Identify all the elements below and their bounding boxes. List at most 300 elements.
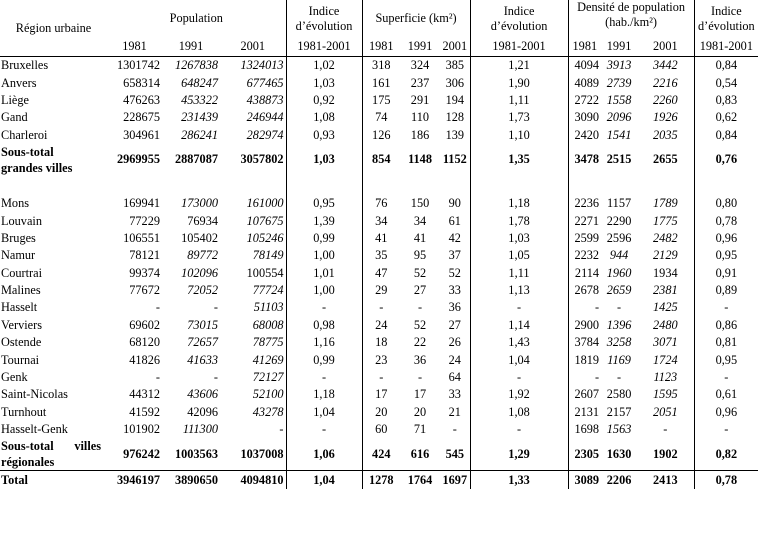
cell-d91: 3258 xyxy=(606,335,632,350)
cell-d91: 2739 xyxy=(606,75,632,90)
region-name: Malines xyxy=(1,283,41,298)
empty-cell xyxy=(694,176,758,195)
empty-cell xyxy=(400,176,440,195)
cell-p81: 68120 xyxy=(129,335,160,350)
cell-d01: 1724 xyxy=(653,352,678,367)
cell-is: 1,35 xyxy=(470,144,568,176)
year-header: 1991 xyxy=(162,37,220,57)
cell-p91: 1003563 xyxy=(174,446,218,461)
cell-p91: 89772 xyxy=(187,248,218,263)
cell-p81: 304961 xyxy=(123,127,160,142)
cell-d81: 2722 xyxy=(568,92,601,109)
cell-s81: 424 xyxy=(362,438,400,471)
cell-s01: 27 xyxy=(448,317,461,332)
cell-p01: 438873 xyxy=(246,92,284,107)
empty-cell xyxy=(362,176,400,195)
cell-d91: 1157 xyxy=(606,196,632,211)
cell-is: 1,73 xyxy=(470,109,568,126)
region-name: Bruges xyxy=(1,230,36,245)
header-region: Région urbaine xyxy=(0,0,107,57)
cell-s81: - xyxy=(362,369,400,386)
cell-ip: 0,98 xyxy=(286,317,362,334)
cell-s91: 71 xyxy=(413,422,427,437)
cell-d01: 2413 xyxy=(637,471,694,489)
cell-d81: 3089 xyxy=(568,471,601,489)
cell-d91: 2659 xyxy=(606,283,632,298)
cell-id: - xyxy=(694,421,758,438)
cell-s81: 76 xyxy=(362,195,400,212)
cell-id: 0,84 xyxy=(694,57,758,75)
cell-d01: 2216 xyxy=(653,75,678,90)
cell-p91: 3890650 xyxy=(162,471,220,489)
table-row xyxy=(0,386,758,403)
cell-s91: 324 xyxy=(410,58,430,73)
cell-is: 1,04 xyxy=(470,351,568,368)
cell-p91: 73015 xyxy=(187,317,218,332)
cell-d81: - xyxy=(568,369,601,386)
table-row xyxy=(0,92,758,109)
table-row xyxy=(0,421,758,438)
cell-p81: 41826 xyxy=(129,352,160,367)
cell-s01: 37 xyxy=(448,248,461,263)
cell-p01: 1037008 xyxy=(240,446,284,461)
cell-p81: - xyxy=(155,370,160,385)
cell-d91: 1558 xyxy=(606,92,632,107)
empty-cell xyxy=(470,176,568,195)
cell-d81: 2114 xyxy=(568,265,601,282)
cell-s81: 854 xyxy=(362,144,400,176)
cell-id: - xyxy=(694,369,758,386)
cell-d81: 4094 xyxy=(568,57,601,75)
region-name: Sous-total grandes villes xyxy=(1,144,73,175)
region-name: Anvers xyxy=(1,75,37,90)
cell-p01: 677465 xyxy=(246,75,284,90)
cell-s91: 150 xyxy=(410,196,430,211)
cell-s81: 1278 xyxy=(362,471,400,489)
table-row xyxy=(0,351,758,368)
cell-p91: - xyxy=(213,300,218,315)
region-name: Ostende xyxy=(1,335,42,350)
cell-d01: 2482 xyxy=(653,230,678,245)
region-name: Hasselt xyxy=(1,300,38,315)
cell-p01: 78149 xyxy=(252,248,284,263)
cell-ip: 0,92 xyxy=(286,92,362,109)
cell-is: 1,08 xyxy=(470,404,568,421)
empty-cell xyxy=(162,176,220,195)
table-row xyxy=(0,334,758,351)
cell-p91: 453322 xyxy=(181,92,218,107)
cell-p81: 41592 xyxy=(129,404,160,419)
cell-s91: 20 xyxy=(413,404,427,419)
cell-p01: 68008 xyxy=(252,317,284,332)
cell-d91: 1541 xyxy=(606,127,632,142)
cell-d91: - xyxy=(617,300,622,315)
cell-d01: 1934 xyxy=(653,265,678,280)
cell-s91: 22 xyxy=(413,335,427,350)
subtotal-row xyxy=(0,144,758,176)
spacer-row xyxy=(0,176,758,195)
region-name: Namur xyxy=(1,248,36,263)
cell-p81: 78121 xyxy=(129,248,160,263)
region-name: Charleroi xyxy=(1,127,48,142)
cell-d01: 2655 xyxy=(653,152,678,167)
cell-is: 1,90 xyxy=(470,74,568,91)
cell-d01: 1926 xyxy=(653,110,678,125)
cell-s01: 306 xyxy=(445,75,465,90)
cell-p81: 44312 xyxy=(129,387,160,402)
cell-d81: 2271 xyxy=(568,212,601,229)
cell-is: 1,11 xyxy=(470,265,568,282)
cell-is: 1,13 xyxy=(470,282,568,299)
year-header: 2001 xyxy=(220,37,286,57)
cell-p91: 2887087 xyxy=(174,152,218,167)
cell-is: 1,78 xyxy=(470,212,568,229)
cell-s01: 33 xyxy=(448,283,461,298)
cell-d81: 2678 xyxy=(568,282,601,299)
region-name: Hasselt-Genk xyxy=(1,422,68,437)
cell-s81: 175 xyxy=(362,92,400,109)
cell-d91: 1630 xyxy=(606,446,632,461)
table-row xyxy=(0,265,758,282)
cell-d81: 2420 xyxy=(568,127,601,144)
empty-cell xyxy=(637,176,694,195)
header-superficie: Superficie (km²) xyxy=(362,0,470,37)
region-name: Bruxelles xyxy=(1,58,49,73)
cell-s01: 90 xyxy=(448,196,461,211)
cell-p01: 3057802 xyxy=(240,152,284,167)
cell-is: - xyxy=(470,299,568,316)
cell-s81: 18 xyxy=(362,334,400,351)
region-name: Gand xyxy=(1,110,28,125)
year-header: 1991 xyxy=(601,37,637,57)
cell-p01: 100554 xyxy=(246,265,284,280)
cell-s91: - xyxy=(417,300,423,315)
region-name: Total xyxy=(0,471,107,489)
cell-p91: 231439 xyxy=(181,110,218,125)
cell-ip: 1,04 xyxy=(286,404,362,421)
cell-p01: 41269 xyxy=(252,352,284,367)
table-row xyxy=(0,247,758,264)
table-row xyxy=(0,109,758,126)
total-row xyxy=(0,471,758,489)
cell-p81: 101902 xyxy=(123,422,160,437)
cell-d81: 1698 xyxy=(568,421,601,438)
table-row xyxy=(0,299,758,316)
cell-id: 0,83 xyxy=(694,92,758,109)
cell-p81: 658314 xyxy=(123,75,160,90)
cell-p01: 77724 xyxy=(252,283,284,298)
period-header: 1981-2001 xyxy=(694,37,758,57)
year-header: 2001 xyxy=(440,37,470,57)
cell-s91: 52 xyxy=(413,265,427,280)
cell-d01: 1425 xyxy=(653,300,678,315)
cell-p91: 72052 xyxy=(187,283,218,298)
cell-p01: 105246 xyxy=(246,230,284,245)
cell-is: 1,29 xyxy=(470,438,568,471)
cell-d81: 2599 xyxy=(568,230,601,247)
cell-s81: 35 xyxy=(362,247,400,264)
table-row xyxy=(0,195,758,212)
cell-s81: 161 xyxy=(362,74,400,91)
cell-is: 1,21 xyxy=(470,57,568,75)
cell-p01: 1324013 xyxy=(240,58,284,73)
cell-d01: 2381 xyxy=(653,283,678,298)
table-row xyxy=(0,317,758,334)
cell-p81: 228675 xyxy=(123,110,160,125)
cell-s91: 95 xyxy=(413,248,427,263)
cell-p01: 282974 xyxy=(246,127,284,142)
cell-id: 0,62 xyxy=(694,109,758,126)
cell-is: 1,11 xyxy=(470,92,568,109)
cell-s01: 545 xyxy=(445,446,465,461)
empty-cell xyxy=(601,176,637,195)
cell-id: 0,82 xyxy=(694,438,758,471)
cell-p91: 72657 xyxy=(187,335,218,350)
cell-p91: 173000 xyxy=(181,196,218,211)
cell-d01: 3442 xyxy=(653,58,678,73)
cell-p91: - xyxy=(213,370,218,385)
cell-p91: 41633 xyxy=(187,352,218,367)
cell-d01: - xyxy=(663,422,668,437)
cell-id: 0,76 xyxy=(694,144,758,176)
cell-p81: 77229 xyxy=(129,213,160,228)
region-name: Tournai xyxy=(1,352,40,367)
cell-p81: 2969955 xyxy=(116,152,160,167)
cell-p81: 476263 xyxy=(123,92,160,107)
table-row xyxy=(0,369,758,386)
cell-s91: 110 xyxy=(411,110,430,125)
cell-ip: 0,99 xyxy=(286,230,362,247)
cell-d81: 2607 xyxy=(568,386,601,403)
cell-s01: 194 xyxy=(445,92,465,107)
cell-d81: 2236 xyxy=(568,195,601,212)
cell-s81: 23 xyxy=(362,351,400,368)
cell-p01: 246944 xyxy=(246,110,284,125)
cell-s01: 1152 xyxy=(442,152,467,167)
cell-p81: 3946197 xyxy=(107,471,162,489)
cell-s91: 52 xyxy=(413,317,427,332)
table-row xyxy=(0,282,758,299)
cell-s01: 139 xyxy=(445,127,465,142)
cell-ip: 1,06 xyxy=(286,438,362,471)
cell-d01: 1789 xyxy=(653,196,678,211)
cell-ip: 1,01 xyxy=(286,265,362,282)
cell-p01: 43278 xyxy=(252,404,284,419)
cell-s91: 1764 xyxy=(400,471,440,489)
cell-s01: - xyxy=(452,422,457,437)
cell-d91: 1169 xyxy=(607,352,631,367)
cell-s91: 41 xyxy=(413,230,427,245)
cell-s81: 60 xyxy=(362,421,400,438)
cell-ip: 1,16 xyxy=(286,334,362,351)
cell-ip: 1,39 xyxy=(286,212,362,229)
cell-id: 0,95 xyxy=(694,247,758,264)
cell-d01: 2051 xyxy=(653,404,678,419)
region-name: Turnhout xyxy=(1,404,47,419)
cell-p81: 106551 xyxy=(123,230,160,245)
cell-d01: 1123 xyxy=(653,370,678,385)
header-densite: Densité de population (hab./km²) xyxy=(568,0,694,37)
cell-d81: 4089 xyxy=(568,74,601,91)
cell-s01: 26 xyxy=(448,335,461,350)
cell-d91: 1563 xyxy=(606,422,632,437)
cell-d91: 3913 xyxy=(606,58,632,73)
cell-d91: 2580 xyxy=(606,387,632,402)
cell-p01: 52100 xyxy=(252,387,284,402)
table-row xyxy=(0,230,758,247)
table-row xyxy=(0,404,758,421)
cell-is: 1,10 xyxy=(470,127,568,144)
year-header: 1991 xyxy=(400,37,440,57)
cell-ip: 1,00 xyxy=(286,282,362,299)
cell-ip: 0,95 xyxy=(286,195,362,212)
cell-p91: 648247 xyxy=(181,75,218,90)
cell-p01: - xyxy=(279,422,284,437)
table-row xyxy=(0,127,758,144)
header-population: Population xyxy=(169,11,223,25)
cell-p91: 1267838 xyxy=(174,58,218,73)
cell-id: 0,54 xyxy=(694,74,758,91)
cell-p81: 169941 xyxy=(123,196,160,211)
cell-id: 0,80 xyxy=(694,195,758,212)
cell-is: 1,03 xyxy=(470,230,568,247)
cell-d91: 2157 xyxy=(606,404,632,419)
cell-p91: 43606 xyxy=(187,387,218,402)
cell-d91: 944 xyxy=(609,248,629,263)
cell-s81: - xyxy=(362,299,400,316)
cell-d01: 3071 xyxy=(653,335,678,350)
cell-is: 1,18 xyxy=(470,195,568,212)
cell-id: 0,78 xyxy=(694,471,758,489)
cell-s81: 126 xyxy=(362,127,400,144)
region-name: Sous-total villes régionales xyxy=(1,439,101,470)
cell-s91: 291 xyxy=(410,92,430,107)
cell-p91: 111300 xyxy=(182,422,218,437)
cell-s81: 29 xyxy=(362,282,400,299)
cell-p01: 107675 xyxy=(246,213,284,228)
subtotal-row xyxy=(0,438,758,471)
table-row xyxy=(0,57,758,75)
cell-p01: 78775 xyxy=(252,335,284,350)
cell-d01: 2035 xyxy=(653,127,678,142)
cell-d81: 2900 xyxy=(568,317,601,334)
cell-d81: 1819 xyxy=(568,351,601,368)
cell-d81: 2232 xyxy=(568,247,601,264)
cell-id: 0,95 xyxy=(694,351,758,368)
cell-d91: 1396 xyxy=(606,317,632,332)
cell-s01: 1697 xyxy=(440,471,470,489)
cell-p81: 99374 xyxy=(129,265,160,280)
period-header: 1981-2001 xyxy=(286,37,362,57)
cell-p81: 976242 xyxy=(123,446,160,461)
empty-cell xyxy=(286,176,362,195)
cell-ip: 1,04 xyxy=(286,471,362,489)
cell-id: 0,96 xyxy=(694,230,758,247)
cell-is: 1,33 xyxy=(470,471,568,489)
region-name: Mons xyxy=(1,196,30,211)
cell-p91: 102096 xyxy=(181,265,218,280)
cell-d81: 2305 xyxy=(568,438,601,471)
cell-d01: 1775 xyxy=(653,213,678,228)
cell-ip: 1,18 xyxy=(286,386,362,403)
region-name: Saint-Nicolas xyxy=(1,387,68,402)
cell-s01: 21 xyxy=(448,404,461,419)
cell-ip: 0,93 xyxy=(286,127,362,144)
cell-ip: 1,08 xyxy=(286,109,362,126)
cell-s81: 41 xyxy=(362,230,400,247)
empty-cell xyxy=(107,176,162,195)
year-header: 1981 xyxy=(568,37,601,57)
header-indice-dens: Indice d’évolution xyxy=(694,0,758,37)
empty-cell xyxy=(440,176,470,195)
cell-p01: 161000 xyxy=(246,196,284,211)
cell-s01: 52 xyxy=(448,265,461,280)
cell-p81: 1301742 xyxy=(116,58,160,73)
cell-s81: 318 xyxy=(362,57,400,75)
cell-s91: 1148 xyxy=(408,152,432,167)
empty-cell xyxy=(220,176,286,195)
header-indice-sup: Indice d’évolution xyxy=(470,0,568,37)
cell-is: 1,14 xyxy=(470,317,568,334)
cell-d91: 2596 xyxy=(606,230,632,245)
cell-p91: 76934 xyxy=(187,213,218,228)
cell-s81: 24 xyxy=(362,317,400,334)
cell-s01: 128 xyxy=(445,110,465,125)
table-row xyxy=(0,74,758,91)
cell-s01: 33 xyxy=(448,387,461,402)
cell-id: - xyxy=(694,299,758,316)
cell-s91: 27 xyxy=(413,283,427,298)
cell-s91: 237 xyxy=(410,75,430,90)
region-name: Louvain xyxy=(1,213,42,228)
cell-ip: 1,02 xyxy=(286,57,362,75)
period-header: 1981-2001 xyxy=(470,37,568,57)
year-header: 1981 xyxy=(362,37,400,57)
cell-d91: 2515 xyxy=(606,152,632,167)
cell-d91: 2096 xyxy=(606,110,632,125)
cell-d01: 1902 xyxy=(653,446,678,461)
cell-ip: - xyxy=(286,299,362,316)
cell-id: 0,61 xyxy=(694,386,758,403)
cell-s01: 36 xyxy=(448,300,461,315)
cell-ip: - xyxy=(286,369,362,386)
cell-p81: 77672 xyxy=(129,283,160,298)
cell-s01: 61 xyxy=(448,213,461,228)
cell-d01: 2129 xyxy=(653,248,678,263)
cell-id: 0,86 xyxy=(694,317,758,334)
region-name: Courtrai xyxy=(1,265,42,280)
cell-d01: 1595 xyxy=(653,387,678,402)
cell-is: 1,05 xyxy=(470,247,568,264)
cell-ip: 0,99 xyxy=(286,351,362,368)
cell-s01: 385 xyxy=(445,58,465,73)
cell-s91: 36 xyxy=(413,352,427,367)
year-header: 1981 xyxy=(107,37,162,57)
cell-s81: 47 xyxy=(362,265,400,282)
cell-is: 1,92 xyxy=(470,386,568,403)
cell-d81: 3090 xyxy=(568,109,601,126)
cell-id: 0,89 xyxy=(694,282,758,299)
cell-d81: 3784 xyxy=(568,334,601,351)
cell-s01: 64 xyxy=(448,370,461,385)
cell-id: 0,84 xyxy=(694,127,758,144)
header-indice-pop: Indice d’évolution xyxy=(286,0,362,37)
cell-s91: - xyxy=(417,370,423,385)
cell-is: 1,43 xyxy=(470,334,568,351)
cell-d91: 2206 xyxy=(601,471,637,489)
cell-ip: 1,03 xyxy=(286,74,362,91)
cell-s01: 24 xyxy=(448,352,461,367)
